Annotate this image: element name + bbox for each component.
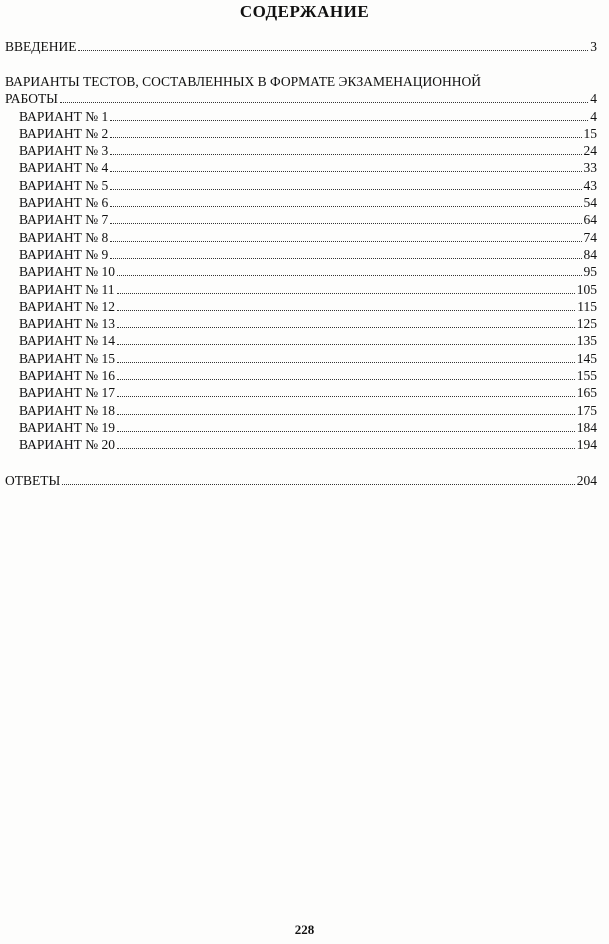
toc-entry-label: ВАРИАНТ № 16 [19,368,116,384]
toc-entry-page: 33 [583,160,597,176]
leader-dots [62,483,574,485]
toc-entry-variant [5,142,597,159]
toc-entry-variant [5,367,597,384]
toc-entry-variant [5,159,597,176]
toc-entry-label: ВАРИАНТ № 9 [19,246,109,262]
toc-entry-label: ВАРИАНТ № 19 [19,419,116,435]
toc-entry-page: 4 [590,91,597,107]
toc-entry-variant [5,315,597,332]
toc-entry-answers [5,472,597,489]
leader-dots [117,447,575,449]
toc-entry-section [5,90,597,107]
leader-dots [117,378,575,380]
leader-dots [117,343,575,345]
toc-entry-page: 3 [590,39,597,54]
leader-dots [110,119,588,121]
toc-entry-label: ВАРИАНТ № 17 [19,385,116,401]
page-number: 228 [294,922,315,937]
leader-dots [78,49,588,51]
toc-entry-variant [5,419,597,436]
toc-entry-label: ВАРИАНТ № 8 [19,229,109,245]
leader-dots [110,170,581,172]
toc-section-label-line2: РАБОТЫ [5,91,58,107]
toc-entry-variant [5,402,597,419]
leader-dots [110,136,581,138]
leader-dots [117,274,581,276]
toc-entry-variant [5,298,597,315]
toc-entry-variant [5,246,597,263]
toc-entry-page: 175 [576,402,597,418]
leader-dots [117,292,575,294]
toc-entry-variant [5,332,597,349]
leader-dots [117,413,575,415]
toc-entry-label: ВАРИАНТ № 10 [19,264,116,280]
toc-section-label-line1: ВАРИАНТЫ ТЕСТОВ, СОСТАВЛЕННЫХ В ФОРМАТЕ ЭКЗАМЕНАЦИОННОЙ [5,74,481,90]
toc-entry-page: 115 [577,298,597,314]
toc-entry-variant [5,436,597,453]
leader-dots [110,153,581,155]
leader-dots [110,188,581,190]
toc-entry-page: 194 [576,437,597,453]
toc-entry-variant [5,229,597,246]
toc-entry-page: 54 [583,195,597,211]
leader-dots [117,309,575,311]
toc-entry-page: 184 [576,419,597,435]
toc-entry-variant [5,108,597,125]
toc-entry-label: ВВЕДЕНИЕ [5,39,77,54]
toc-entry-page: 15 [583,125,597,141]
toc-entry-variant [5,350,597,367]
toc-entry-variant [5,263,597,280]
toc-entry-intro [5,38,597,55]
toc-entry-label: ВАРИАНТ № 4 [19,160,109,176]
toc-entry-variant [5,211,597,228]
toc-entry-variant [5,177,597,194]
toc-entry-label: ВАРИАНТ № 2 [19,125,109,141]
page-title: СОДЕРЖАНИЕ [239,2,370,21]
leader-dots [110,205,581,207]
toc-entry-page: 125 [576,316,597,332]
toc-entry-page: 64 [583,212,597,228]
toc-entry-page: 4 [590,108,597,124]
toc-entry-page: 84 [583,246,597,262]
toc-entry-label: ВАРИАНТ № 12 [19,298,116,314]
leader-dots [110,240,581,242]
toc-entry-label: ВАРИАНТ № 3 [19,143,109,159]
toc-entry-label: ВАРИАНТ № 14 [19,333,116,349]
leader-dots [110,222,581,224]
toc-entry-label: ВАРИАНТ № 18 [19,402,116,418]
toc-entry-page: 155 [576,368,597,384]
leader-dots [117,430,575,432]
toc-entry-variant [5,281,597,298]
toc-entry-label: ВАРИАНТ № 1 [19,108,109,124]
toc-entry-page: 74 [583,229,597,245]
toc-entry-variant [5,194,597,211]
leader-dots [117,326,575,328]
toc-entry-label: ВАРИАНТ № 6 [19,195,109,211]
toc-entry-page: 95 [583,264,597,280]
toc-entry-page: 165 [576,385,597,401]
toc-entry-page: 135 [576,333,597,349]
toc-entry-page: 24 [583,143,597,159]
toc-entry-label: ВАРИАНТ № 5 [19,177,109,193]
toc-variants-list [5,108,597,454]
leader-dots [60,101,588,103]
toc-entry-label: ВАРИАНТ № 15 [19,350,116,366]
toc-entry-label: ВАРИАНТ № 7 [19,212,109,228]
toc-entry-label: ОТВЕТЫ [5,472,61,488]
table-of-contents [5,38,597,489]
toc-entry-variant [5,125,597,142]
toc-entry-page: 43 [583,177,597,193]
toc-entry-page: 204 [576,472,597,488]
toc-entry-label: ВАРИАНТ № 11 [19,281,115,297]
toc-entry-variant [5,384,597,401]
leader-dots [110,257,581,259]
toc-entry-page: 105 [576,281,597,297]
toc-entry-label: ВАРИАНТ № 20 [19,437,116,453]
toc-entry-page: 145 [576,350,597,366]
toc-entry-label: ВАРИАНТ № 13 [19,316,116,332]
leader-dots [117,395,575,397]
toc-section-heading [5,73,597,90]
leader-dots [117,361,575,363]
